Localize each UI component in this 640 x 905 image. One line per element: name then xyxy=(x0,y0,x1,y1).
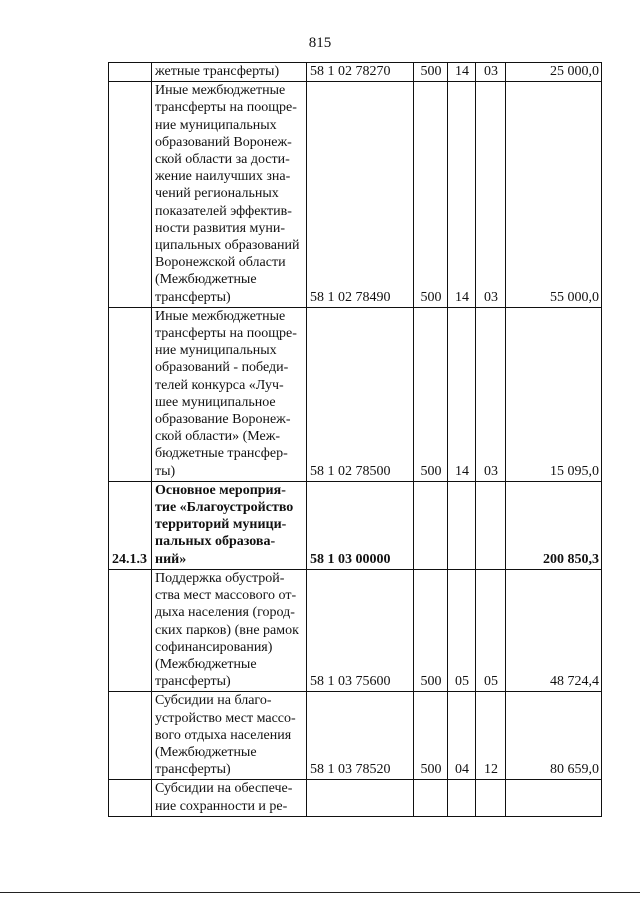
subsection-cell xyxy=(476,780,506,816)
item-name-cell xyxy=(152,780,307,816)
target-code-cell xyxy=(307,780,414,816)
target-code-cell: 58 1 02 78490 xyxy=(307,82,414,308)
item-name-line: образований - победи- xyxy=(155,360,289,376)
item-name-line: ний» xyxy=(155,551,187,567)
item-name-line: шее муниципальное xyxy=(155,394,276,410)
item-name-line: трансферты) xyxy=(155,674,231,690)
item-number-cell xyxy=(109,780,152,816)
expense-group-cell: 500 xyxy=(414,569,448,691)
item-name-line: образование Воронеж- xyxy=(155,412,291,428)
item-name-line: ние муниципальных xyxy=(155,117,277,133)
item-name-line: (Межбюджетные xyxy=(155,744,257,760)
budget-table xyxy=(108,62,602,817)
item-name-line: ской области» (Меж- xyxy=(155,429,281,445)
item-name-line: Воронежской области xyxy=(155,255,286,271)
item-name-line: трансферты) xyxy=(155,762,231,778)
item-name-line: ние муниципальных xyxy=(155,343,277,359)
item-number-cell xyxy=(109,307,152,481)
expense-group-cell: 500 xyxy=(414,63,448,82)
item-name-cell xyxy=(152,82,307,308)
item-name-line: Иные межбюджетные xyxy=(155,83,286,99)
section-cell: 14 xyxy=(448,307,476,481)
item-name-line: показателей эффектив- xyxy=(155,203,292,219)
item-name-line: ности развития муни- xyxy=(155,220,286,236)
amount-cell: 55 000,0 xyxy=(506,82,602,308)
subsection-cell: 03 xyxy=(476,307,506,481)
item-name-line: трансферты) xyxy=(155,289,231,305)
subsection-cell: 05 xyxy=(476,569,506,691)
item-name-cell xyxy=(152,481,307,569)
expense-group-cell xyxy=(414,780,448,816)
item-name-line: (Межбюджетные xyxy=(155,272,257,288)
item-name-line: территорий муници- xyxy=(155,517,287,533)
amount-cell: 80 659,0 xyxy=(506,692,602,780)
item-name-line: Иные межбюджетные xyxy=(155,308,286,324)
item-name-cell xyxy=(152,63,307,82)
subsection-cell xyxy=(476,481,506,569)
item-name-line: дыха населения (город- xyxy=(155,605,295,621)
expense-group-cell: 500 xyxy=(414,82,448,308)
item-name-cell xyxy=(152,692,307,780)
item-name-line: бюджетные трансфер- xyxy=(155,446,288,462)
item-name-line: образований Воронеж- xyxy=(155,134,292,150)
amount-cell: 15 095,0 xyxy=(506,307,602,481)
item-name-line: жетные трансферты) xyxy=(155,64,280,79)
item-name-line: трансферты на поощре- xyxy=(155,100,297,116)
subsection-cell: 03 xyxy=(476,82,506,308)
amount-cell: 48 724,4 xyxy=(506,569,602,691)
subsection-cell: 03 xyxy=(476,63,506,82)
amount-cell: 25 000,0 xyxy=(506,63,602,82)
table-row xyxy=(109,82,602,308)
item-number-cell xyxy=(109,82,152,308)
table-row xyxy=(109,481,602,569)
item-name-line: Субсидии на благо- xyxy=(155,693,272,709)
section-cell: 14 xyxy=(448,63,476,82)
target-code-cell: 58 1 03 75600 xyxy=(307,569,414,691)
table-row xyxy=(109,692,602,780)
subsection-cell: 12 xyxy=(476,692,506,780)
item-name-cell xyxy=(152,307,307,481)
item-name-line: ских парков) (вне рамок xyxy=(155,622,299,638)
page-number: 815 xyxy=(308,35,332,51)
item-number-cell xyxy=(109,692,152,780)
item-name-line: чений региональных xyxy=(155,186,279,202)
table-row xyxy=(109,780,602,816)
item-name-line: Субсидии на обеспече- xyxy=(155,781,293,797)
item-name-line: ства мест массового от- xyxy=(155,588,297,604)
item-name-line: ципальных образований xyxy=(155,238,300,254)
target-code-cell: 58 1 02 78270 xyxy=(307,63,414,82)
section-cell xyxy=(448,481,476,569)
expense-group-cell: 500 xyxy=(414,692,448,780)
item-name-line: (Межбюджетные xyxy=(155,656,257,672)
item-name-line: ской области за дости- xyxy=(155,152,290,168)
section-cell: 04 xyxy=(448,692,476,780)
item-name-line: телей конкурса «Луч- xyxy=(155,377,284,393)
table-row xyxy=(109,63,602,82)
section-cell: 05 xyxy=(448,569,476,691)
item-name-line: пальных образова- xyxy=(155,534,276,550)
item-name-cell xyxy=(152,569,307,691)
target-code-cell: 58 1 02 78500 xyxy=(307,307,414,481)
item-name-line: устройство мест массо- xyxy=(155,710,296,726)
budget-table-body xyxy=(109,63,602,817)
item-name-line: Поддержка обустрой- xyxy=(155,570,285,586)
expense-group-cell xyxy=(414,481,448,569)
item-number-cell xyxy=(109,63,152,82)
item-name-line: трансферты на поощре- xyxy=(155,326,297,342)
item-name-line: жение наилучших зна- xyxy=(155,169,291,185)
item-name-line: софинансирования) xyxy=(155,639,273,655)
item-name-line: ты) xyxy=(155,463,176,479)
item-number-cell xyxy=(109,569,152,691)
target-code-cell: 58 1 03 00000 xyxy=(307,481,414,569)
amount-cell: 200 850,3 xyxy=(506,481,602,569)
expense-group-cell: 500 xyxy=(414,307,448,481)
amount-cell xyxy=(506,780,602,816)
footer-rule xyxy=(0,892,640,893)
item-name-line: тие «Благоустройство xyxy=(155,500,294,516)
section-cell xyxy=(448,780,476,816)
item-number-cell: 24.1.3 xyxy=(109,481,152,569)
section-cell: 14 xyxy=(448,82,476,308)
table-row xyxy=(109,307,602,481)
item-name-line: Основное мероприя- xyxy=(155,482,286,498)
target-code-cell: 58 1 03 78520 xyxy=(307,692,414,780)
item-name-line: вого отдыха населения xyxy=(155,727,292,743)
table-row xyxy=(109,569,602,691)
item-name-line: ние сохранности и ре- xyxy=(155,798,288,814)
